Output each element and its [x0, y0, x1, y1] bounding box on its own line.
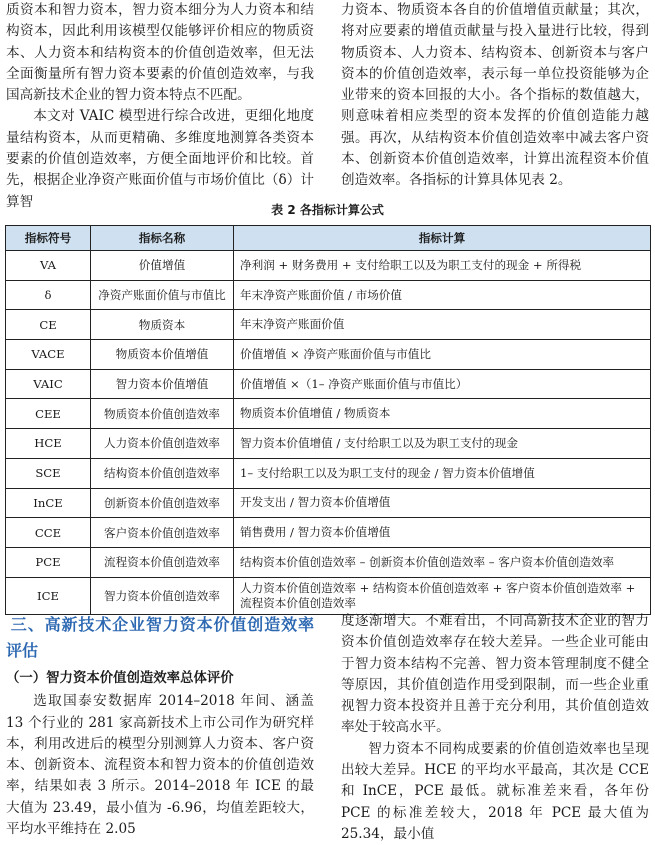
top-right-column	[341, 0, 649, 192]
indicator-name: 智力资本价值增值	[91, 369, 234, 399]
formula-table	[5, 225, 651, 615]
indicator-name: 流程资本价值创造效率	[91, 547, 234, 577]
indicator-symbol: InCE	[6, 488, 91, 518]
header-symbol: 指标符号	[6, 226, 91, 251]
indicator-symbol: SCE	[6, 458, 91, 488]
indicator-symbol: δ	[6, 280, 91, 310]
table-row	[6, 547, 651, 577]
indicator-name: 物质资本价值创造效率	[91, 399, 234, 429]
indicator-name: 结构资本价值创造效率	[91, 458, 234, 488]
indicator-symbol: CE	[6, 310, 91, 340]
table-header-row	[6, 226, 651, 251]
indicator-formula: 年末净资产账面价值	[234, 310, 651, 340]
table-row	[6, 518, 651, 548]
table-row	[6, 577, 651, 614]
table-row	[6, 429, 651, 459]
indicator-formula: 结构资本价值创造效率 – 创新资本价值创造效率 – 客户资本价值创造效率	[234, 547, 651, 577]
indicator-formula: 智力资本价值增值 / 支付给职工以及为职工支付的现金	[234, 429, 651, 459]
indicator-formula: 物质资本价值增值 / 物质资本	[234, 399, 651, 429]
paragraph: 质资本和智力资本，智力资本细分为人力资本和结构资本，因此利用该模型仅能够评价相应的物质资本、人力资本和结构资本的价值创造效率，但无法全面衡量所有智力资本要素的价值创造效率，与我国高新技术企业的智力资本特点不匹配。	[6, 2, 314, 104]
table-row	[6, 488, 651, 518]
indicator-formula: 年末净资产账面价值 / 市场价值	[234, 280, 651, 310]
indicator-symbol: CEE	[6, 399, 91, 429]
paragraph: 智力资本不同构成要素的价值创造效率也呈现出较大差异。HCE 的平均水平最高，其次是 CCE 和 InCE，PCE 最低。就标准差来看，各年份 PCE 的标准差较大，2018 年 PCE 最大值为 25.34，最小值	[341, 740, 649, 842]
indicator-symbol: PCE	[6, 547, 91, 577]
indicator-name: 价值增值	[91, 251, 234, 281]
paragraph: 度逐渐增大。不难看出，不同高新技术企业的智力资本价值创造效率存在较大差异。一些企业可能由于智力资本结构不完善、智力资本管理制度不健全等原因，其价值创造作用受到限制，而一些企业重视智力资本投资并且善于充分利用，其价值创造效率处于较高水平。	[341, 613, 649, 736]
paragraph: 选取国泰安数据库 2014–2018 年间、涵盖 13 个行业的 281 家高新技术上市公司作为研究样本，利用改进后的模型分别测算人力资本、客户资本、创新资本、流程资本和智力资本的价值创造效率，结果如表 3 所示。2014–2018 年 ICE 的最大值为 23.49，最小值为 -6.96，均值差距较大，平均水平维持在 2.05	[6, 693, 314, 838]
header-formula: 指标计算	[234, 226, 651, 251]
indicator-name: 智力资本价值创造效率	[91, 577, 234, 614]
indicator-name: 客户资本价值创造效率	[91, 518, 234, 548]
indicator-symbol: VACE	[6, 340, 91, 370]
table-row	[6, 458, 651, 488]
indicator-formula: 净利润 + 财务费用 + 支付给职工以及为职工支付的现金 + 所得税	[234, 251, 651, 281]
indicator-formula: 价值增值 ×（1– 净资产账面价值与市值比）	[234, 369, 651, 399]
indicator-name: 物质资本价值增值	[91, 340, 234, 370]
indicator-symbol: CCE	[6, 518, 91, 548]
table-row	[6, 310, 651, 340]
table-row	[6, 340, 651, 370]
paragraph: 力资本、物质资本各自的价值增值贡献量；其次，将对应要素的增值贡献量与投入量进行比较，得到物质资本、人力资本、结构资本、创新资本与客户资本的价值创造效率，表示每一单位投资能够为企业带来的资本回报的大小。各个指标的数值越大，则意味着相应类型的资本发挥的价值创造能力越强。再次，从结构资本价值创造效率中减去客户资本、创新资本价值创造效率，计算出流程资本价值创造效率。各指标的计算具体见表 2。	[341, 2, 649, 189]
indicator-formula: 人力资本价值创造效率 + 结构资本价值创造效率 + 客户资本价值创造效率 + 流程资本价值创造效率	[234, 577, 651, 614]
indicator-formula: 价值增值 × 净资产账面价值与市值比	[234, 340, 651, 370]
header-name: 指标名称	[91, 226, 234, 251]
subsection-title: （一）智力资本价值创造效率总体评价	[6, 671, 234, 686]
indicator-name: 创新资本价值创造效率	[91, 488, 234, 518]
bottom-right-column	[341, 611, 649, 845]
table-caption: 表 2 各指标计算公式	[271, 203, 384, 217]
indicator-name: 净资产账面价值与市值比	[91, 280, 234, 310]
table-row	[6, 369, 651, 399]
section-title: 三、高新技术企业智力资本价值创造效率评估	[6, 615, 314, 660]
indicator-name: 物质资本	[91, 310, 234, 340]
table-row	[6, 251, 651, 281]
indicator-symbol: ICE	[6, 577, 91, 614]
indicator-formula: 开发支出 / 智力资本价值增值	[234, 488, 651, 518]
indicator-symbol: VAIC	[6, 369, 91, 399]
indicator-symbol: HCE	[6, 429, 91, 459]
paragraph: 本文对 VAIC 模型进行综合改进，更细化地度量结构资本，从而更精确、多维度地测算各类资本要素的价值创造效率，方便全面地评价和比较。首先，根据企业净资产账面价值与市场价值比（δ）计算智	[6, 108, 314, 210]
table-row	[6, 399, 651, 429]
top-left-column	[6, 0, 314, 213]
indicator-formula: 1– 支付给职工以及为职工支付的现金 / 智力资本价值增值	[234, 458, 651, 488]
bottom-left-column	[6, 612, 314, 840]
indicator-formula: 销售费用 / 智力资本价值增值	[234, 518, 651, 548]
indicator-name: 人力资本价值创造效率	[91, 429, 234, 459]
indicator-symbol: VA	[6, 251, 91, 281]
table-row	[6, 280, 651, 310]
